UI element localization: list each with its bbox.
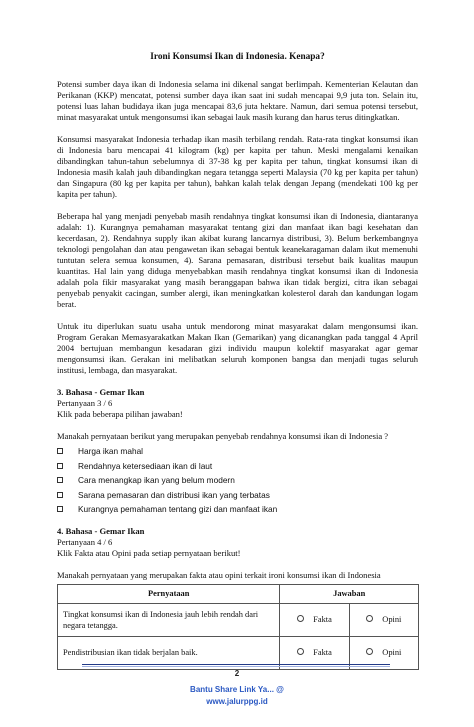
paragraph-2: Konsumsi masyarakat Indonesia terhadap ikan masih terbilang rendah. Rata-rata tingkat konsumsi ikan di Indonesia baru mencapai 41 kilogram (kg) per kapita per tahun. Meski mengalami kenaikan dibandingkan tahun-tahun sebelumnya di 37-38 kg per kapita per tahun, tingkat konsumsi ikan di Indonesia masih kalah jauh dibandingkan negara tetangga seperti Malaysia (70 kg per kapita per tahun) dan Singapura (80 kg per kapita per tahun), bahkan kalah telak dengan Jepang (mendekati 100 kg per kapita per tahun). [57, 134, 418, 199]
document-title: Ironi Konsumsi Ikan di Indonesia. Kenapa? [150, 52, 325, 62]
option-item[interactable] [57, 502, 418, 517]
question-4-heading: 4. Bahasa - Gemar Ikan [57, 525, 145, 536]
option-item[interactable] [57, 473, 418, 488]
option-label: Kurangnya pemahaman tentang gizi dan manfaat ikan [78, 504, 278, 515]
checkbox[interactable] [57, 506, 63, 512]
table-header-row [58, 584, 419, 603]
statement-cell: Tingkat konsumsi ikan di Indonesia jauh lebih rendah dari negara tetangga. [58, 603, 280, 636]
checkbox[interactable] [57, 448, 63, 454]
checkbox[interactable] [57, 477, 63, 483]
share-link[interactable]: www.jalurppg.id [206, 697, 268, 706]
paragraph-3: Beberapa hal yang menjadi penyebab masih rendahnya tingkat konsumsi ikan di Indonesia, diantaranya adalah: 1). Kurangnya pemahaman masyarakat tentang gizi dan manfaat ikan bagi kesehatan dan kecerdasan, 2). Rendahnya supply ikan akibat kurang lancarnya distribusi, 3). Belum berkembangnya teknologi pengolahan dan atau pengawetan ikan sebagai bentuk keanekaragaman dalam ikut memenuhi tuntutan selera semua konsumen, 4). Sarana pemasaran, distribusi tersebut baik kualitas maupun kuantitas. Hal lain yang diduga menyebabkan masih rendahnya tingkat konsumsi ikan di Indonesia adalah pola fikir masyarakat yang masih beranggapan bahwa ikan tidak bergizi, citra ikan sebagai penyebab penyakit cacingan, sumber alergi, ikan meningkatkan kolesterol darah dan kandungan logam berat. [57, 211, 418, 309]
page-number: 2 [234, 669, 240, 678]
option-item[interactable] [57, 459, 418, 474]
radio-button[interactable] [297, 615, 304, 622]
checkbox[interactable] [57, 492, 63, 498]
radio-button[interactable] [297, 648, 304, 655]
table-row [58, 603, 419, 636]
header-statement: Pernyataan [58, 584, 280, 603]
question-4-instruction: Klik Fakta atau Opini pada setiap pernyataan berikut! [57, 547, 241, 558]
answer-table [57, 584, 419, 670]
option-label: Rendahnya ketersediaan ikan di laut [78, 460, 213, 471]
question-4-text: Manakah pernyataan yang merupakan fakta atau opini terkait ironi konsumsi ikan di Indonesia [57, 569, 381, 580]
option-item[interactable] [57, 488, 418, 503]
footer-divider [82, 664, 390, 665]
fact-label: Fakta [313, 615, 332, 624]
opinion-label: Opini [382, 648, 402, 657]
fact-label: Fakta [313, 648, 332, 657]
option-label: Harga ikan mahal [78, 446, 144, 457]
question-3-section [57, 387, 418, 517]
statement-cell: Pendistribusian ikan tidak berjalan baik. [58, 636, 280, 669]
footer-divider-accent [82, 666, 390, 667]
question-3-options [57, 444, 418, 517]
radio-button[interactable] [366, 615, 373, 622]
opinion-option[interactable] [349, 603, 418, 636]
option-label: Sarana pemasaran dan distribusi ikan yang terbatas [78, 489, 270, 500]
question-3-instruction: Klik pada beberapa pilihan jawaban! [57, 409, 183, 419]
option-label: Cara menangkap ikan yang belum modern [78, 475, 235, 486]
header-answer: Jawaban [280, 584, 419, 603]
question-4-section [57, 526, 418, 670]
opinion-label: Opini [382, 615, 402, 624]
question-3-counter: Pertanyaan 3 / 6 [57, 398, 113, 408]
share-text: Bantu Share Link Ya... @ [190, 685, 284, 694]
question-4-counter: Pertanyaan 4 / 6 [57, 536, 113, 547]
checkbox[interactable] [57, 463, 63, 469]
paragraph-1: Potensi sumber daya ikan di Indonesia selama ini dikenal sangat berlimpah. Kementerian Kelautan dan Perikanan (KKP) mencatat, potensi sumber daya ikan saat ini sudah mencapai 9,9 juta ton. Selain itu, potensi luas lahan budidaya ikan juga mencapai 83,6 juta hektare. Namun, dari semua potensi tersebut, minat masyarakat untuk mengonsumsi ikan sebagai lauk masih kurang dan harus terus ditingkatkan. [57, 79, 418, 122]
fact-option[interactable] [280, 603, 349, 636]
option-item[interactable] [57, 444, 418, 459]
footer-share [0, 684, 474, 708]
radio-button[interactable] [366, 648, 373, 655]
paragraph-4: Untuk itu diperlukan suatu usaha untuk mendorong minat masyarakat dalam mengonsumsi ikan. Program Gerakan Memasyarakatkan Makan Ikan (Gemarikan) yang dicanangkan pada tanggal 4 April 2004 bertujuan membangun kesadaran gizi individu maupun kolektif masyarakat agar gemar mengonsumsi ikan. Gerakan ini melibatkan seluruh komponen bangsa dan menjadi tugas seluruh institusi, lembaga, dan masyarakat. [57, 321, 418, 375]
question-3-text: Manakah pernyataan berikut yang merupakan penyebab rendahnya konsumsi ikan di Indonesia ? [57, 431, 389, 441]
question-3-heading: 3. Bahasa - Gemar Ikan [57, 387, 145, 397]
